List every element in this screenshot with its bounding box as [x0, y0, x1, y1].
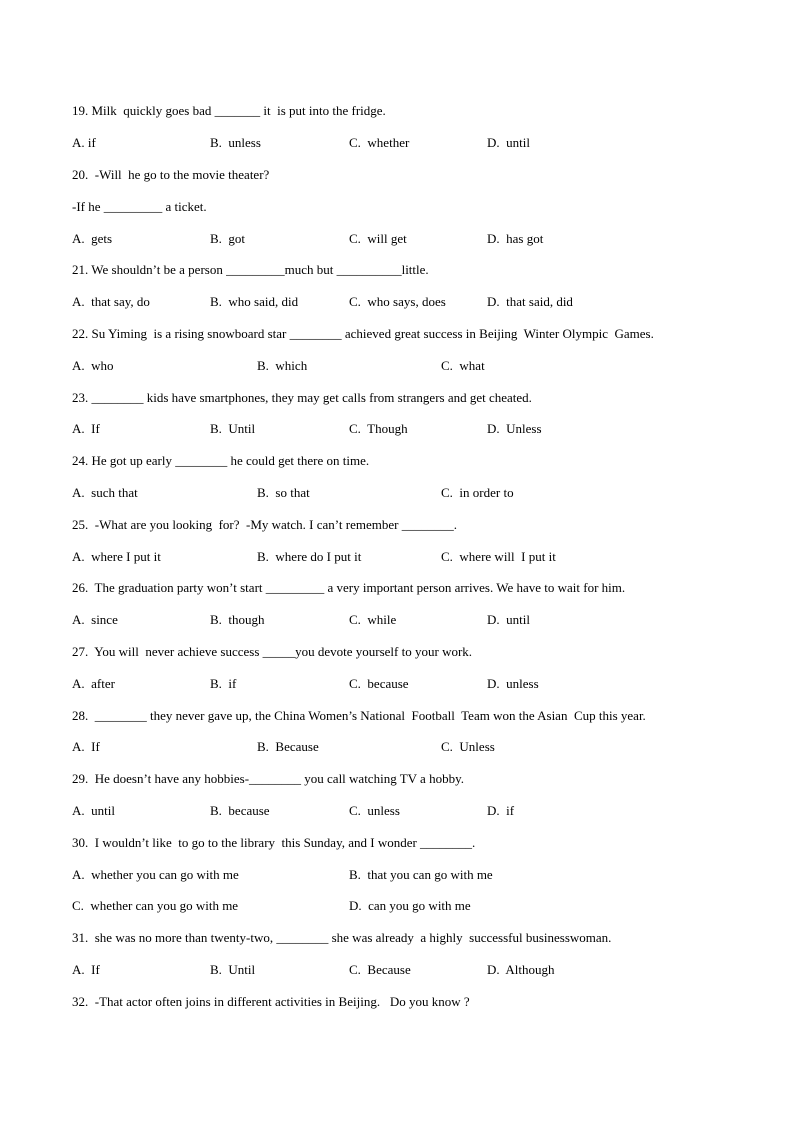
option-d: D. until: [487, 135, 530, 150]
question-23-stem: 23. ________ kids have smartphones, they may get calls from strangers and get cheated.: [72, 390, 532, 405]
option-b: B. Because: [257, 739, 319, 754]
option-b: B. Until: [210, 421, 256, 436]
option-d: D. can you go with me: [349, 898, 471, 913]
option-a: A. whether you can go with me: [72, 867, 239, 882]
option-b: B. that you can go with me: [349, 867, 493, 882]
option-c: C. whether can you go with me: [72, 898, 239, 913]
question-26-options: [72, 612, 752, 628]
question-29-stem: 29. He doesn’t have any hobbies-________ you call watching TV a hobby.: [72, 771, 464, 786]
option-b: B. unless: [210, 135, 261, 150]
question-20-stem-reply: -If he _________ a ticket.: [72, 199, 207, 214]
option-c: C. Though: [349, 421, 408, 436]
option-b: B. so that: [257, 485, 310, 500]
option-c: C. while: [349, 612, 397, 627]
option-b: B. because: [210, 803, 270, 818]
question-19-stem: 19. Milk quickly goes bad _______ it is put into the fridge.: [72, 103, 386, 118]
question-30-options-row2: [72, 898, 752, 914]
question-29-options: [72, 803, 752, 819]
option-a: A. If: [72, 962, 100, 977]
option-b: B. Until: [210, 962, 256, 977]
question-23-options: [72, 421, 752, 437]
question-28-options: [72, 739, 752, 755]
question-21-stem: 21. We shouldn’t be a person _________much but __________little.: [72, 262, 429, 277]
option-c: C. whether: [349, 135, 410, 150]
question-30-options-row1: [72, 867, 752, 883]
option-a: A. if: [72, 135, 96, 150]
option-c: C. who says, does: [349, 294, 446, 309]
question-27-stem: 27. You will never achieve success _____you devote yourself to your work.: [72, 644, 473, 659]
question-22-options: [72, 358, 752, 374]
question-32-stem: 32. -That actor often joins in different activities in Beijing. Do you know ?: [72, 994, 470, 1009]
option-b: B. where do I put it: [257, 549, 362, 564]
option-d: D. that said, did: [487, 294, 573, 309]
option-c: C. because: [349, 676, 409, 691]
option-c: C. in order to: [441, 485, 514, 500]
option-b: B. which: [257, 358, 308, 373]
option-a: A. since: [72, 612, 118, 627]
question-26-stem: 26. The graduation party won’t start _________ a very important person arrives. We have to wait for him.: [72, 580, 626, 595]
option-a: A. where I put it: [72, 549, 161, 564]
option-d: D. Unless: [487, 421, 542, 436]
question-20-stem: 20. -Will he go to the movie theater?: [72, 167, 270, 182]
option-c: C. Unless: [441, 739, 495, 754]
option-a: A. such that: [72, 485, 138, 500]
option-a: A. after: [72, 676, 115, 691]
option-b: B. who said, did: [210, 294, 299, 309]
question-25-options: [72, 549, 752, 565]
option-c: C. Because: [349, 962, 411, 977]
option-c: C. where will I put it: [441, 549, 556, 564]
option-d: D. Although: [487, 962, 555, 977]
option-a: A. If: [72, 739, 100, 754]
question-24-stem: 24. He got up early ________ he could get there on time.: [72, 453, 370, 468]
option-d: D. if: [487, 803, 515, 818]
question-22-stem: 22. Su Yiming is a rising snowboard star ________ achieved great success in Beijing Winter Olympic Games.: [72, 326, 654, 341]
option-b: B. got: [210, 231, 246, 246]
question-30-stem: 30. I wouldn’t like to go to the library this Sunday, and I wonder ________.: [72, 835, 476, 850]
question-20-options: [72, 231, 752, 247]
option-b: B. if: [210, 676, 237, 691]
option-d: D. has got: [487, 231, 544, 246]
question-19-options: [72, 135, 752, 151]
question-27-options: [72, 676, 752, 692]
option-b: B. though: [210, 612, 265, 627]
question-31-stem: 31. she was no more than twenty-two, ________ she was already a highly successful businesswoman.: [72, 930, 612, 945]
option-d: D. unless: [487, 676, 539, 691]
question-25-stem: 25. -What are you looking for? -My watch. I can’t remember ________.: [72, 517, 457, 532]
option-a: A. gets: [72, 231, 113, 246]
option-d: D. until: [487, 612, 530, 627]
option-a: A. who: [72, 358, 114, 373]
question-31-options: [72, 962, 752, 978]
option-a: A. until: [72, 803, 115, 818]
option-a: A. If: [72, 421, 100, 436]
option-c: C. unless: [349, 803, 400, 818]
question-21-options: [72, 294, 752, 310]
option-c: C. what: [441, 358, 485, 373]
question-28-stem: 28. ________ they never gave up, the China Women’s National Football Team won the Asian Cup this year.: [72, 708, 646, 723]
question-24-options: [72, 485, 752, 501]
option-a: A. that say, do: [72, 294, 150, 309]
option-c: C. will get: [349, 231, 407, 246]
